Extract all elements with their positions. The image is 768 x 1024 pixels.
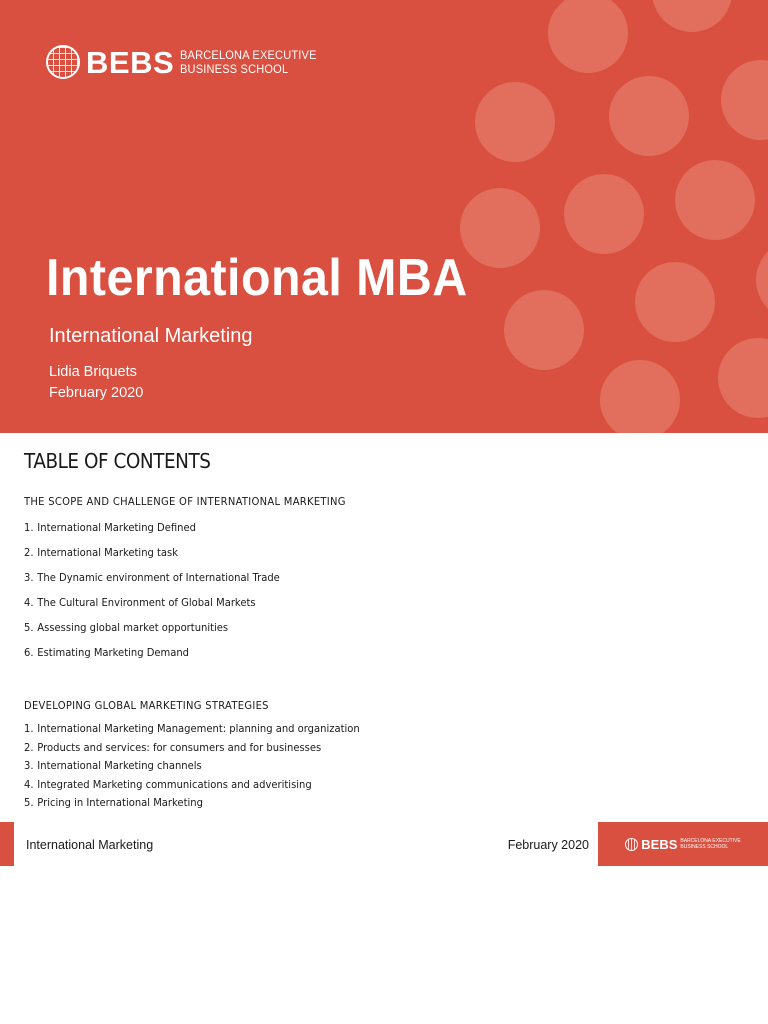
list-item (24, 797, 360, 816)
list-item (24, 522, 280, 547)
list-item (24, 597, 280, 622)
list-item (24, 723, 360, 742)
footer-accent-bar (0, 822, 14, 866)
footer-logo (598, 822, 768, 866)
footer-logo-tagline-line1: BARCELONA EXECUTIVE (680, 838, 741, 844)
decor-circle (609, 76, 689, 156)
item-number: 3. (24, 760, 34, 773)
cover-date: February 2020 (49, 385, 144, 401)
list-item (24, 622, 280, 647)
toc-list (24, 723, 377, 816)
decor-circle (475, 82, 555, 162)
decor-circle (548, 0, 628, 73)
cover-subtitle: International Marketing (49, 325, 253, 347)
item-label: Pricing in International Marketing (37, 797, 203, 810)
bebs-logo (46, 43, 329, 81)
item-label: International Marketing Management: planning and organization (37, 723, 360, 735)
footer-logo-tagline (680, 838, 740, 850)
toc-section-title: DEVELOPING GLOBAL MARKETING STRATEGIES (24, 700, 269, 712)
footer-logo-wordmark: BEBS (641, 836, 678, 852)
logo-tagline (180, 48, 317, 76)
cover-author: Lidia Briquets (49, 364, 137, 380)
item-label: International Marketing Defined (37, 522, 196, 534)
decor-circle (718, 338, 768, 418)
item-number: 3. (24, 572, 34, 584)
logo-wordmark: BEBS (86, 44, 175, 80)
item-number: 1. (24, 723, 34, 735)
toc-section-title: THE SCOPE AND CHALLENGE OF INTERNATIONAL MARKETING (24, 496, 346, 508)
logo-tagline-line1: BARCELONA EXECUTIVE (180, 48, 317, 62)
page-footer (0, 822, 768, 866)
decor-circle (600, 360, 680, 433)
decor-circle (675, 160, 755, 240)
decor-circle (635, 262, 715, 342)
item-label: International Marketing task (37, 547, 179, 559)
item-label: International Marketing channels (37, 760, 202, 773)
toc-heading: TABLE OF CONTENTS (24, 449, 211, 473)
item-number: 2. (24, 547, 34, 559)
decor-circle (721, 60, 768, 140)
toc-list (24, 522, 293, 672)
list-item (24, 572, 280, 597)
item-number: 2. (24, 741, 34, 754)
globe-icon (46, 45, 80, 79)
item-label: Assessing global market opportunities (37, 622, 229, 634)
decor-circle (504, 290, 584, 370)
decor-circle (460, 188, 540, 268)
cover-banner (0, 0, 768, 433)
item-label: The Dynamic environment of International Trade (37, 572, 280, 584)
item-number: 5. (24, 797, 34, 810)
footer-date: February 2020 (507, 838, 589, 852)
decor-circle (652, 0, 732, 32)
item-number: 5. (24, 622, 34, 634)
item-label: Products and services: for consumers and for businesses (37, 741, 322, 754)
item-label: Integrated Marketing communications and adveritising (37, 778, 312, 791)
footer-logo-tagline-line2: BUSINESS SCHOOL (680, 844, 729, 850)
logo-tagline-line2: BUSINESS SCHOOL (180, 62, 289, 76)
footer-course-title: International Marketing (26, 838, 154, 852)
item-number: 4. (24, 778, 34, 791)
list-item (24, 547, 280, 572)
list-item (24, 779, 360, 798)
item-number: 6. (24, 647, 34, 659)
list-item (24, 760, 360, 779)
list-item (24, 647, 280, 672)
item-number: 4. (24, 597, 34, 609)
decor-circle (564, 174, 644, 254)
decor-circle (756, 240, 768, 320)
item-label: Estimating Marketing Demand (37, 647, 190, 659)
list-item (24, 742, 360, 761)
item-number: 1. (24, 522, 34, 534)
globe-icon (625, 838, 638, 851)
item-label: The Cultural Environment of Global Markets (37, 597, 256, 609)
cover-title: International MBA (46, 249, 468, 307)
